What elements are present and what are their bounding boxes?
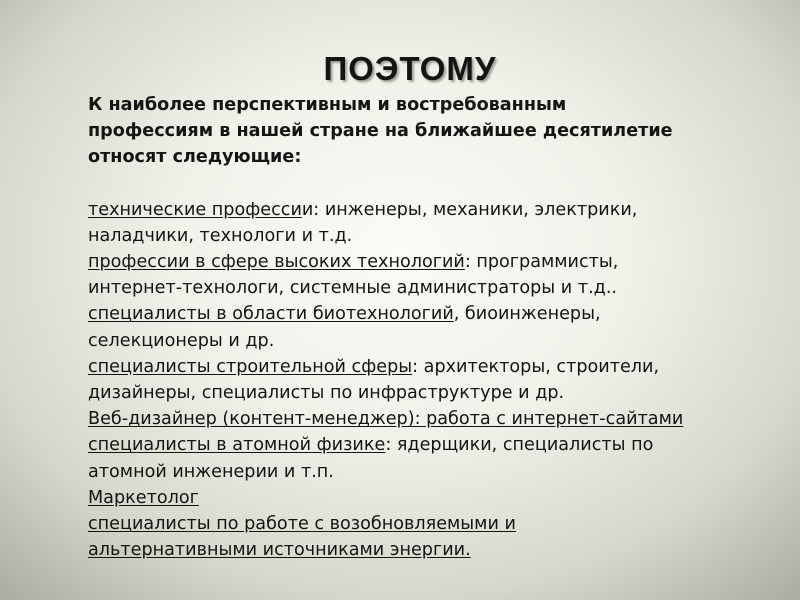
profession-line [88, 197, 768, 223]
slide-title: ПОЭТОМУ [323, 50, 497, 87]
profession-item [88, 301, 768, 353]
profession-link[interactable]: специалисты строительной сферы [88, 356, 413, 377]
profession-link[interactable]: технические професси [88, 199, 302, 220]
profession-text: : архитекторы, строители, [412, 356, 660, 377]
professions-list [88, 197, 768, 564]
profession-link[interactable]: Веб-дизайнер (контент-менеджер): работа с интернет-сайтами [88, 409, 684, 430]
profession-item [88, 485, 768, 511]
profession-text: интернет-технологи, системные администраторы и т.д.. [88, 278, 618, 299]
profession-link[interactable]: профессии в сфере высоких технологий [88, 252, 465, 273]
profession-link[interactable]: альтернативными источниками энергии. [88, 540, 471, 561]
profession-text: , биоинженеры, [453, 304, 601, 325]
profession-text: : ядерщики, специалисты по [385, 435, 654, 456]
profession-line [88, 301, 768, 327]
profession-text: атомной инженерии и т.п. [88, 461, 334, 482]
profession-link[interactable]: Маркетолог [88, 487, 199, 508]
profession-link[interactable]: специалисты в атомной физике [88, 435, 386, 456]
profession-line [88, 511, 768, 537]
profession-line [88, 537, 768, 563]
profession-text: дизайнеры, специалисты по инфраструктуре и др. [88, 383, 565, 404]
profession-text: селекционеры и др. [88, 330, 275, 351]
profession-item [88, 249, 768, 301]
profession-line [88, 223, 768, 249]
profession-text: : программисты, [464, 252, 619, 273]
intro-line: К наиболее перспективным и востребованным [88, 95, 567, 115]
slide-content [88, 92, 768, 563]
intro-line: профессиям в нашей стране на ближайшее десятилетие [88, 121, 673, 142]
profession-link[interactable]: специалисты по работе с возобновляемыми и [88, 514, 516, 535]
profession-line [88, 459, 768, 485]
profession-line [88, 380, 768, 406]
profession-line [88, 249, 768, 275]
profession-line [88, 328, 768, 354]
profession-line [88, 432, 768, 458]
profession-line [88, 485, 768, 511]
profession-text: наладчики, технологи и т.д. [88, 225, 353, 246]
profession-line [88, 275, 768, 301]
profession-item [88, 511, 768, 563]
profession-text: и: инженеры, механики, электрики, [301, 199, 638, 220]
profession-link[interactable]: специалисты в области биотехнологий [88, 304, 454, 325]
intro-paragraph [88, 92, 768, 171]
profession-item [88, 432, 768, 484]
profession-item [88, 197, 768, 249]
profession-item [88, 354, 768, 406]
profession-line [88, 406, 768, 432]
profession-line [88, 354, 768, 380]
profession-item [88, 406, 768, 432]
intro-line: относят следующие: [88, 147, 302, 168]
